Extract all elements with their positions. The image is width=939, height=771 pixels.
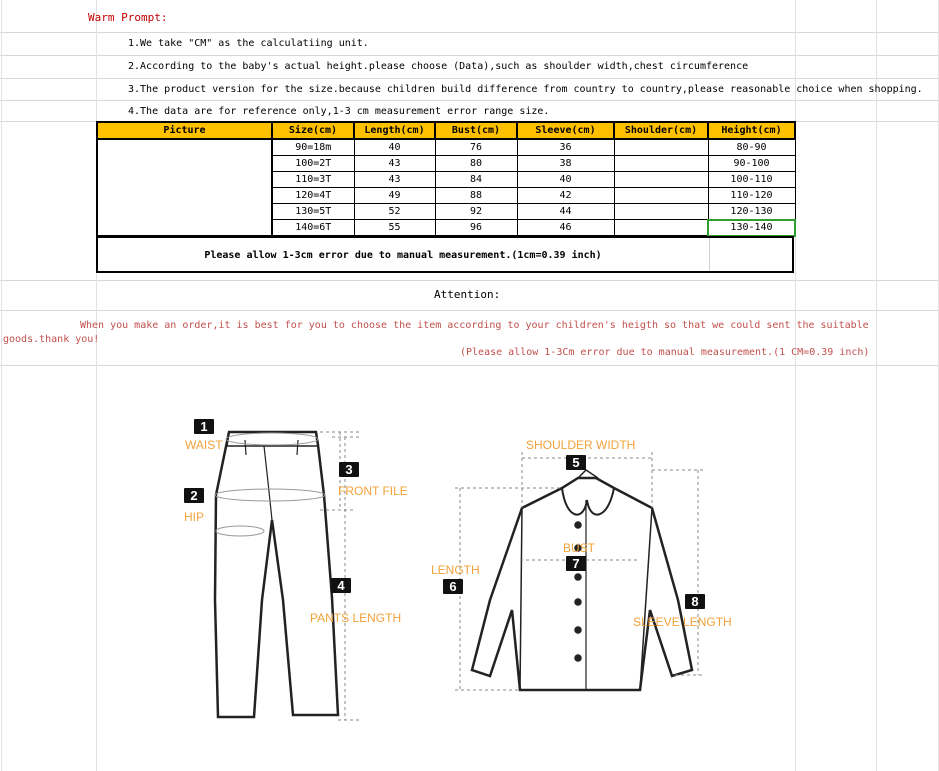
attention-line-1: When you make an order,it is best for you to choose the item according to your children's heigth so that we could sent the suitable <box>80 320 869 331</box>
attention-title: Attention: <box>434 288 501 301</box>
badge-3: 3 <box>339 462 359 477</box>
size-cell[interactable]: 140=6T <box>272 220 354 236</box>
header-shoulder: Shoulder(cm) <box>614 122 708 139</box>
bust-cell[interactable]: 96 <box>435 220 517 236</box>
length-cell[interactable]: 43 <box>354 156 435 172</box>
shoulder-width-label: SHOULDER WIDTH <box>526 438 636 452</box>
sleeve-cell[interactable]: 40 <box>517 172 614 188</box>
prompt-item-4: 4.The data are for reference only,1-3 cm measurement error range size. <box>128 106 550 117</box>
height-cell-selected[interactable]: 130-140 <box>708 220 795 236</box>
bust-cell[interactable]: 88 <box>435 188 517 204</box>
prompt-item-2: 2.According to the baby's actual height.please choose (Data),such as shoulder width,chest circumference <box>128 61 749 72</box>
sleeve-cell[interactable]: 42 <box>517 188 614 204</box>
pants-length-label: PANTS LENGTH <box>310 611 402 625</box>
badge-5: 5 <box>566 455 586 470</box>
shirt-illustration <box>472 470 692 690</box>
badge-2: 2 <box>184 488 204 503</box>
size-cell[interactable]: 120=4T <box>272 188 354 204</box>
prompt-item-1: 1.We take "CM" as the calculatiing unit. <box>128 38 369 49</box>
length-cell[interactable]: 40 <box>354 139 435 156</box>
bust-cell[interactable]: 84 <box>435 172 517 188</box>
bust-cell[interactable]: 76 <box>435 139 517 156</box>
sleeve-length-label: SLEEVE LENGTH <box>633 615 732 629</box>
length-cell[interactable]: 52 <box>354 204 435 220</box>
sleeve-cell[interactable]: 36 <box>517 139 614 156</box>
badge-4: 4 <box>331 578 351 593</box>
attention-line-3: (Please allow 1-3Cm error due to manual measurement.(1 CM=0.39 inch) <box>460 347 870 358</box>
sleeve-cell[interactable]: 46 <box>517 220 614 236</box>
length-cell[interactable]: 43 <box>354 172 435 188</box>
header-bust: Bust(cm) <box>435 122 517 139</box>
bust-cell[interactable]: 80 <box>435 156 517 172</box>
height-cell[interactable]: 120-130 <box>708 204 795 220</box>
height-cell[interactable]: 90-100 <box>708 156 795 172</box>
size-cell[interactable]: 110=3T <box>272 172 354 188</box>
waist-label: WAIST <box>185 438 223 452</box>
bust-cell[interactable]: 92 <box>435 204 517 220</box>
size-cell[interactable]: 130=5T <box>272 204 354 220</box>
height-cell[interactable]: 100-110 <box>708 172 795 188</box>
hip-label: HIP <box>184 510 205 524</box>
measurement-note: Please allow 1-3cm error due to manual measurement.(1cm=0.39 inch) <box>204 250 602 261</box>
prompt-item-3: 3.The product version for the size.because children build difference from country to country,please reasonable choice when shopping. <box>128 84 923 95</box>
length-label: LENGTH <box>431 563 480 577</box>
sleeve-cell[interactable]: 38 <box>517 156 614 172</box>
attention-line-2: goods.thank you! <box>3 334 100 345</box>
warm-prompt-title: Warm Prompt: <box>88 11 168 24</box>
badge-7: 7 <box>566 556 586 571</box>
size-cell[interactable]: 90=18m <box>272 139 354 156</box>
header-length: Length(cm) <box>354 122 435 139</box>
badge-1: 1 <box>194 419 214 434</box>
header-height: Height(cm) <box>708 122 795 139</box>
badge-8: 8 <box>685 594 705 609</box>
shirt-measure-lines <box>455 452 705 690</box>
header-sleeve: Sleeve(cm) <box>517 122 614 139</box>
header-size: Size(cm) <box>272 122 354 139</box>
size-cell[interactable]: 100=2T <box>272 156 354 172</box>
length-cell[interactable]: 49 <box>354 188 435 204</box>
sleeve-cell[interactable]: 44 <box>517 204 614 220</box>
length-cell[interactable]: 55 <box>354 220 435 236</box>
header-picture: Picture <box>97 122 272 139</box>
bust-label: BUST <box>563 541 596 555</box>
height-cell[interactable]: 80-90 <box>708 139 795 156</box>
front-file-label: FRONT FILE <box>338 484 408 498</box>
pants-illustration <box>215 432 338 717</box>
badge-6: 6 <box>443 579 463 594</box>
height-cell[interactable]: 110-120 <box>708 188 795 204</box>
